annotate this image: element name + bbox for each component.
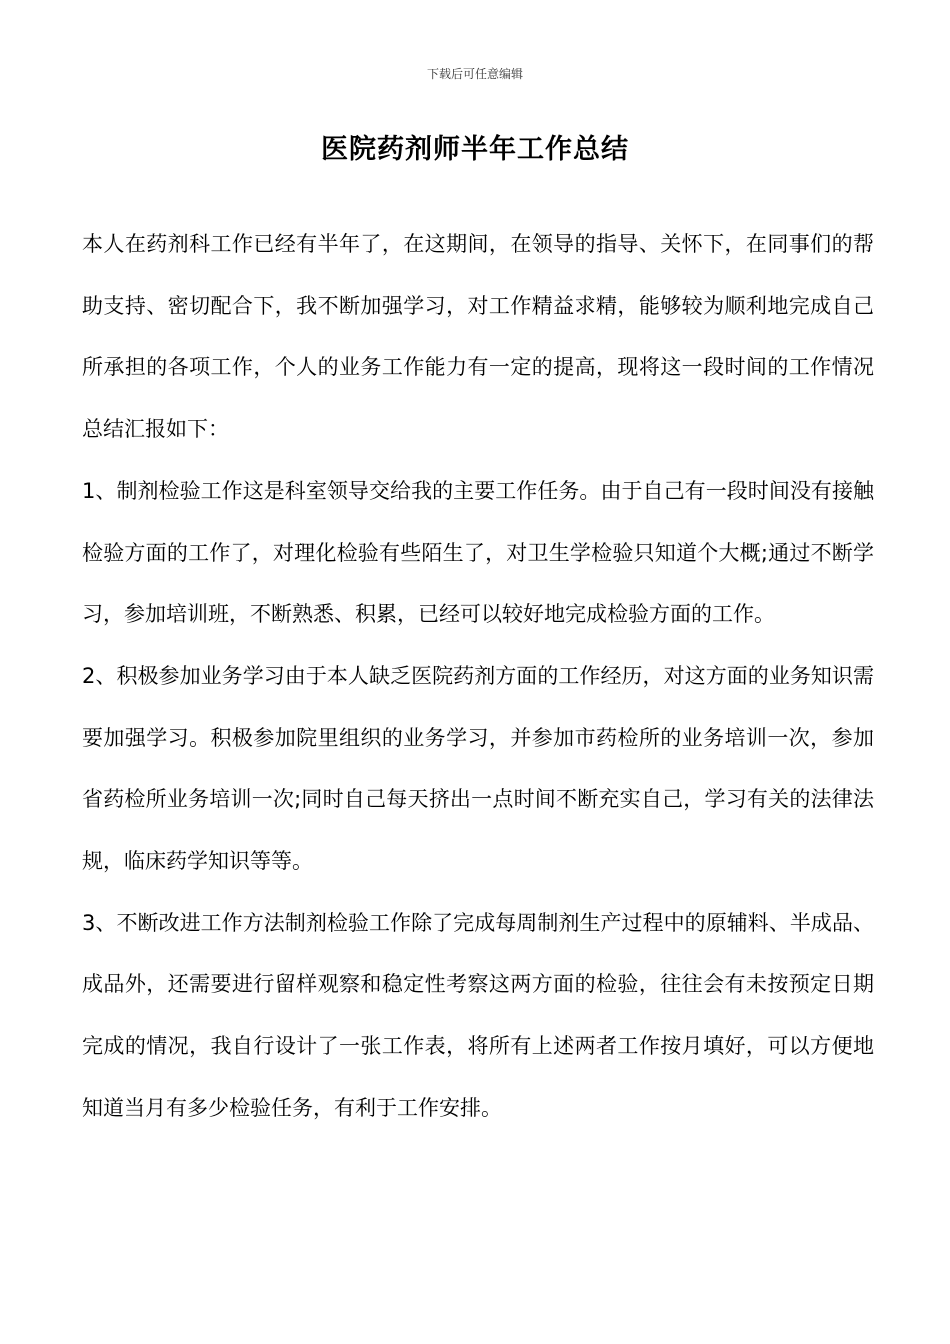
paragraph-item-3: 3、不断改进工作方法制剂检验工作除了完成每周制剂生产过程中的原辅料、半成品、成品外，还需要进行留样观察和稳定性考察这两方面的检验，往往会有未按预定日期完成的情况，我自行设计了一张工作表，将所有上述两者工作按月填好，可以方便地知道当月有多少检验任务，有利于工作安排。 — [82, 910, 874, 1120]
header-note: 下载后可任意编辑 — [426, 67, 523, 81]
document-body — [82, 214, 874, 1140]
paragraph-item-2: 2、积极参加业务学习由于本人缺乏医院药剂方面的工作经历，对这方面的业务知识需要加强学习。积极参加院里组织的业务学习，并参加市药检所的业务培训一次，参加省药检所业务培训一次;同时自己每天挤出一点时间不断充实自己，学习有关的法律法规，临床药学知识等等。 — [82, 663, 874, 874]
paragraph-intro: 本人在药剂科工作已经有半年了，在这期间，在领导的指导、关怀下，在同事们的帮助支持、密切配合下，我不断加强学习，对工作精益求精，能够较为顺利地完成自己所承担的各项工作，个人的业务工作能力有一定的提高，现将这一段时间的工作情况总结汇报如下： — [82, 232, 874, 442]
document-title: 医院药剂师半年工作总结 — [321, 134, 629, 165]
paragraph-item-1: 1、制剂检验工作这是科室领导交给我的主要工作任务。由于自己有一段时间没有接触检验方面的工作了，对理化检验有些陌生了，对卫生学检验只知道个大概;通过不断学习，参加培训班，不断熟悉、积累，已经可以较好地完成检验方面的工作。 — [82, 478, 874, 627]
